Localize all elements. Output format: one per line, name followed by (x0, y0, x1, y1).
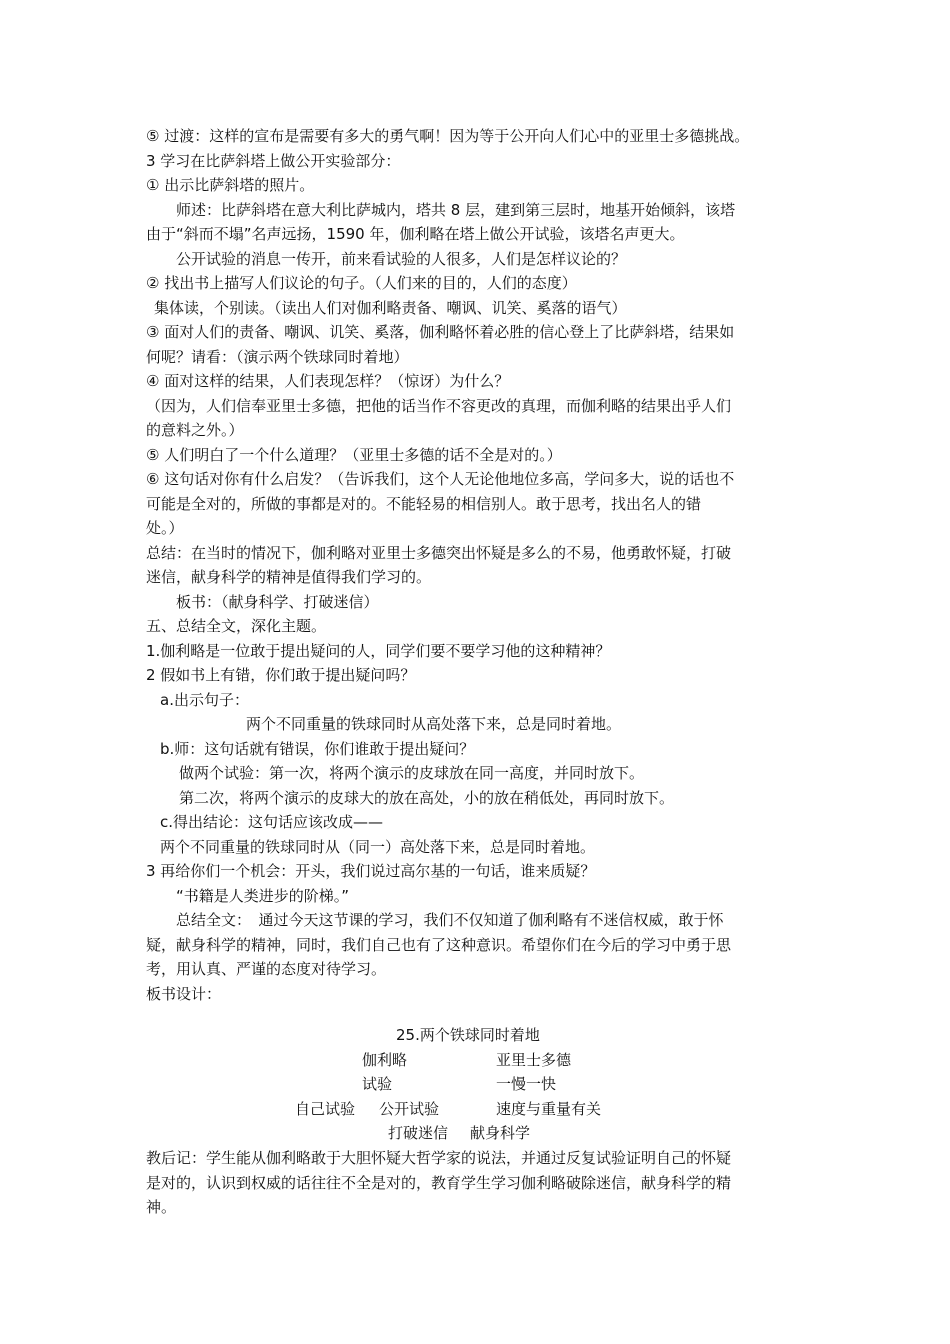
text-line: 的意料之外。） (146, 421, 244, 439)
text-line: ② 找出书上描写人们议论的句子。（人们来的目的，人们的态度） (146, 274, 577, 292)
afterword (146, 1146, 814, 1220)
text-line: 做两个试验：第一次，将两个演示的皮球放在同一高度，并同时放下。 (179, 764, 645, 782)
board-title: 25.两个铁球同时着地 (396, 1026, 540, 1044)
board-left-2: 试验 (362, 1075, 393, 1093)
text-line: （因为，人们信奉亚里士多德，把他的话当作不容更改的真理，而伽利略的结果出乎人们 (146, 396, 732, 415)
text-line: ⑥ 这句话对你有什么启发？（告诉我们，这个人无论他地位多高，学问多大，说的话也不 (146, 470, 735, 488)
text-line: ① 出示比萨斜塔的照片。 (146, 176, 315, 194)
board-row (0, 1048, 950, 1073)
board-left-3b: 公开试验 (379, 1100, 440, 1118)
board-bottom-b: 献身科学 (470, 1124, 531, 1142)
board-row (0, 1121, 950, 1146)
text-line: 处。） (146, 519, 184, 537)
text-line: 集体读，个别读。（读出人们对伽利略责备、嘲讽、讥笑、奚落的语气） (154, 298, 627, 317)
text-line: ③ 面对人们的责备、嘲讽、讥笑、奚落，伽利略怀着必胜的信心登上了比萨斜塔，结果如 (146, 323, 735, 341)
text-line: 两个不同重量的铁球同时从（同一）高处落下来，总是同时着地。 (160, 837, 596, 856)
text-line: 何呢？请看：（演示两个铁球同时着地） (146, 347, 409, 366)
text-line: 教后记：学生能从伽利略敢于大胆怀疑大哲学家的说法，并通过反复试验证明自己的怀疑 (146, 1149, 732, 1167)
board-title-row (0, 1023, 950, 1048)
text-line: 疑，献身科学的精神，同时，我们自己也有了这种意识。希望你们在今后的学习中勇于思 (146, 935, 732, 954)
section-heading: 五、总结全文，深化主题。 (146, 617, 327, 635)
board-row (0, 1097, 950, 1122)
text-line: 板书：（献身科学、打破迷信） (176, 592, 379, 611)
board-right-2: 一慢一快 (496, 1075, 557, 1093)
text-line: 公开试验的消息一传开，前来看试验的人很多，人们是怎样议论的？ (176, 249, 627, 268)
text-line: 3 学习在比萨斜塔上做公开实验部分： (146, 151, 401, 170)
board-right-3: 速度与重量有关 (496, 1100, 602, 1118)
text-line: 可能是全对的，所做的事都是对的。不能轻易的相信别人。敢于思考，找出名人的错 (146, 494, 702, 513)
text-line: 1.伽利略是一位敢于提出疑问的人，同学们要不要学习他的这种精神？ (146, 641, 611, 660)
text-line: ⑤ 过渡：这样的宣布是需要有多大的勇气啊！因为等于公开向人们心中的亚里士多德挑战。 (146, 127, 750, 145)
quoted-sentence: 两个不同重量的铁球同时从高处落下来，总是同时着地。 (246, 715, 622, 733)
text-line: ⑤ 人们明白了一个什么道理？（亚里士多德的话不全是对的。） (146, 445, 562, 464)
text-line: b.师：这句话就有错误，你们谁敢于提出疑问？ (160, 739, 475, 758)
board-design-label: 板书设计： (146, 984, 222, 1003)
board-row (0, 1072, 950, 1097)
text-line: 师述：比萨斜塔在意大利比萨城内，塔共 8 层，建到第三层时，地基开始倾斜，该塔 (176, 200, 736, 219)
text-line: 迷信，献身科学的精神是值得我们学习的。 (146, 568, 432, 586)
lesson-text (146, 124, 814, 1006)
text-line: “书籍是人类进步的阶梯。” (176, 886, 350, 905)
board-left-1: 伽利略 (362, 1051, 408, 1069)
text-line: 2 假如书上有错，你们敢于提出疑问吗？ (146, 666, 416, 684)
text-line: a.出示句子： (160, 690, 249, 709)
text-line: c.得出结论：这句话应该改成—— (160, 813, 384, 831)
text-line: ④ 面对这样的结果，人们表现怎样？（惊讶）为什么？ (146, 372, 510, 390)
text-line: 3 再给你们一个机会：开头，我们说过高尔基的一句话，谁来质疑？ (146, 862, 596, 880)
text-line: 考，用认真、严谨的态度对待学习。 (146, 960, 387, 978)
text-line: 神。 (146, 1198, 177, 1216)
board-left-3a: 自己试验 (295, 1100, 356, 1118)
text-line: 是对的，认识到权威的话往往不全是对的，教育学生学习伽利略破除迷信，献身科学的精 (146, 1173, 732, 1192)
board-bottom-a: 打破迷信 (388, 1124, 449, 1142)
text-line: 总结：在当时的情况下，伽利略对亚里士多德突出怀疑是多么的不易，他勇敢怀疑，打破 (146, 543, 732, 562)
board-right-1: 亚里士多德 (496, 1051, 572, 1069)
text-line: 由于“斜而不塌”名声远扬，1590 年，伽利略在塔上做公开试验，该塔名声更大。 (146, 225, 685, 243)
text-line: 总结全文： 通过今天这节课的学习，我们不仅知道了伽利略有不迷信权威，敢于怀 (176, 911, 724, 929)
text-line: 第二次，将两个演示的皮球大的放在高处，小的放在稍低处，再同时放下。 (179, 788, 675, 807)
